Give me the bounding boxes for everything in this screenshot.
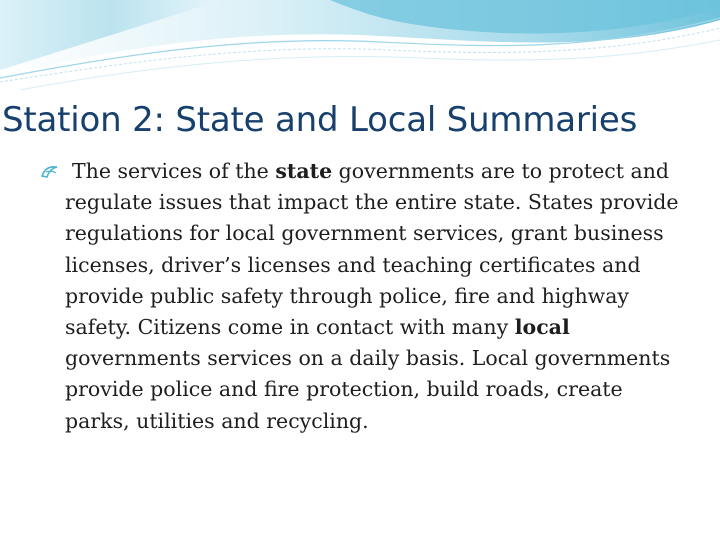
header-wave-decoration — [0, 0, 720, 90]
emphasis-local: local — [514, 315, 570, 340]
ribbon-bullet-icon — [41, 165, 59, 179]
slide-title: Station 2: State and Local Summaries — [2, 100, 638, 140]
bullet-paragraph — [40, 156, 680, 437]
paragraph-lead: The services of the — [72, 159, 276, 183]
paragraph-tail: governments services on a daily basis. Local governments provide police and fire protection, build roads, create parks, utilities and recycling. — [65, 346, 671, 433]
slide-body — [40, 156, 680, 437]
emphasis-state: state — [275, 159, 333, 183]
paragraph-middle: governments are to protect and regulate issues that impact the entire state. States provide regulations for local government services, grant business licenses, driver’s licenses and teaching certificates and provide public safety through police, fire and highway safety. Citizens come in contact with many — [65, 159, 679, 340]
